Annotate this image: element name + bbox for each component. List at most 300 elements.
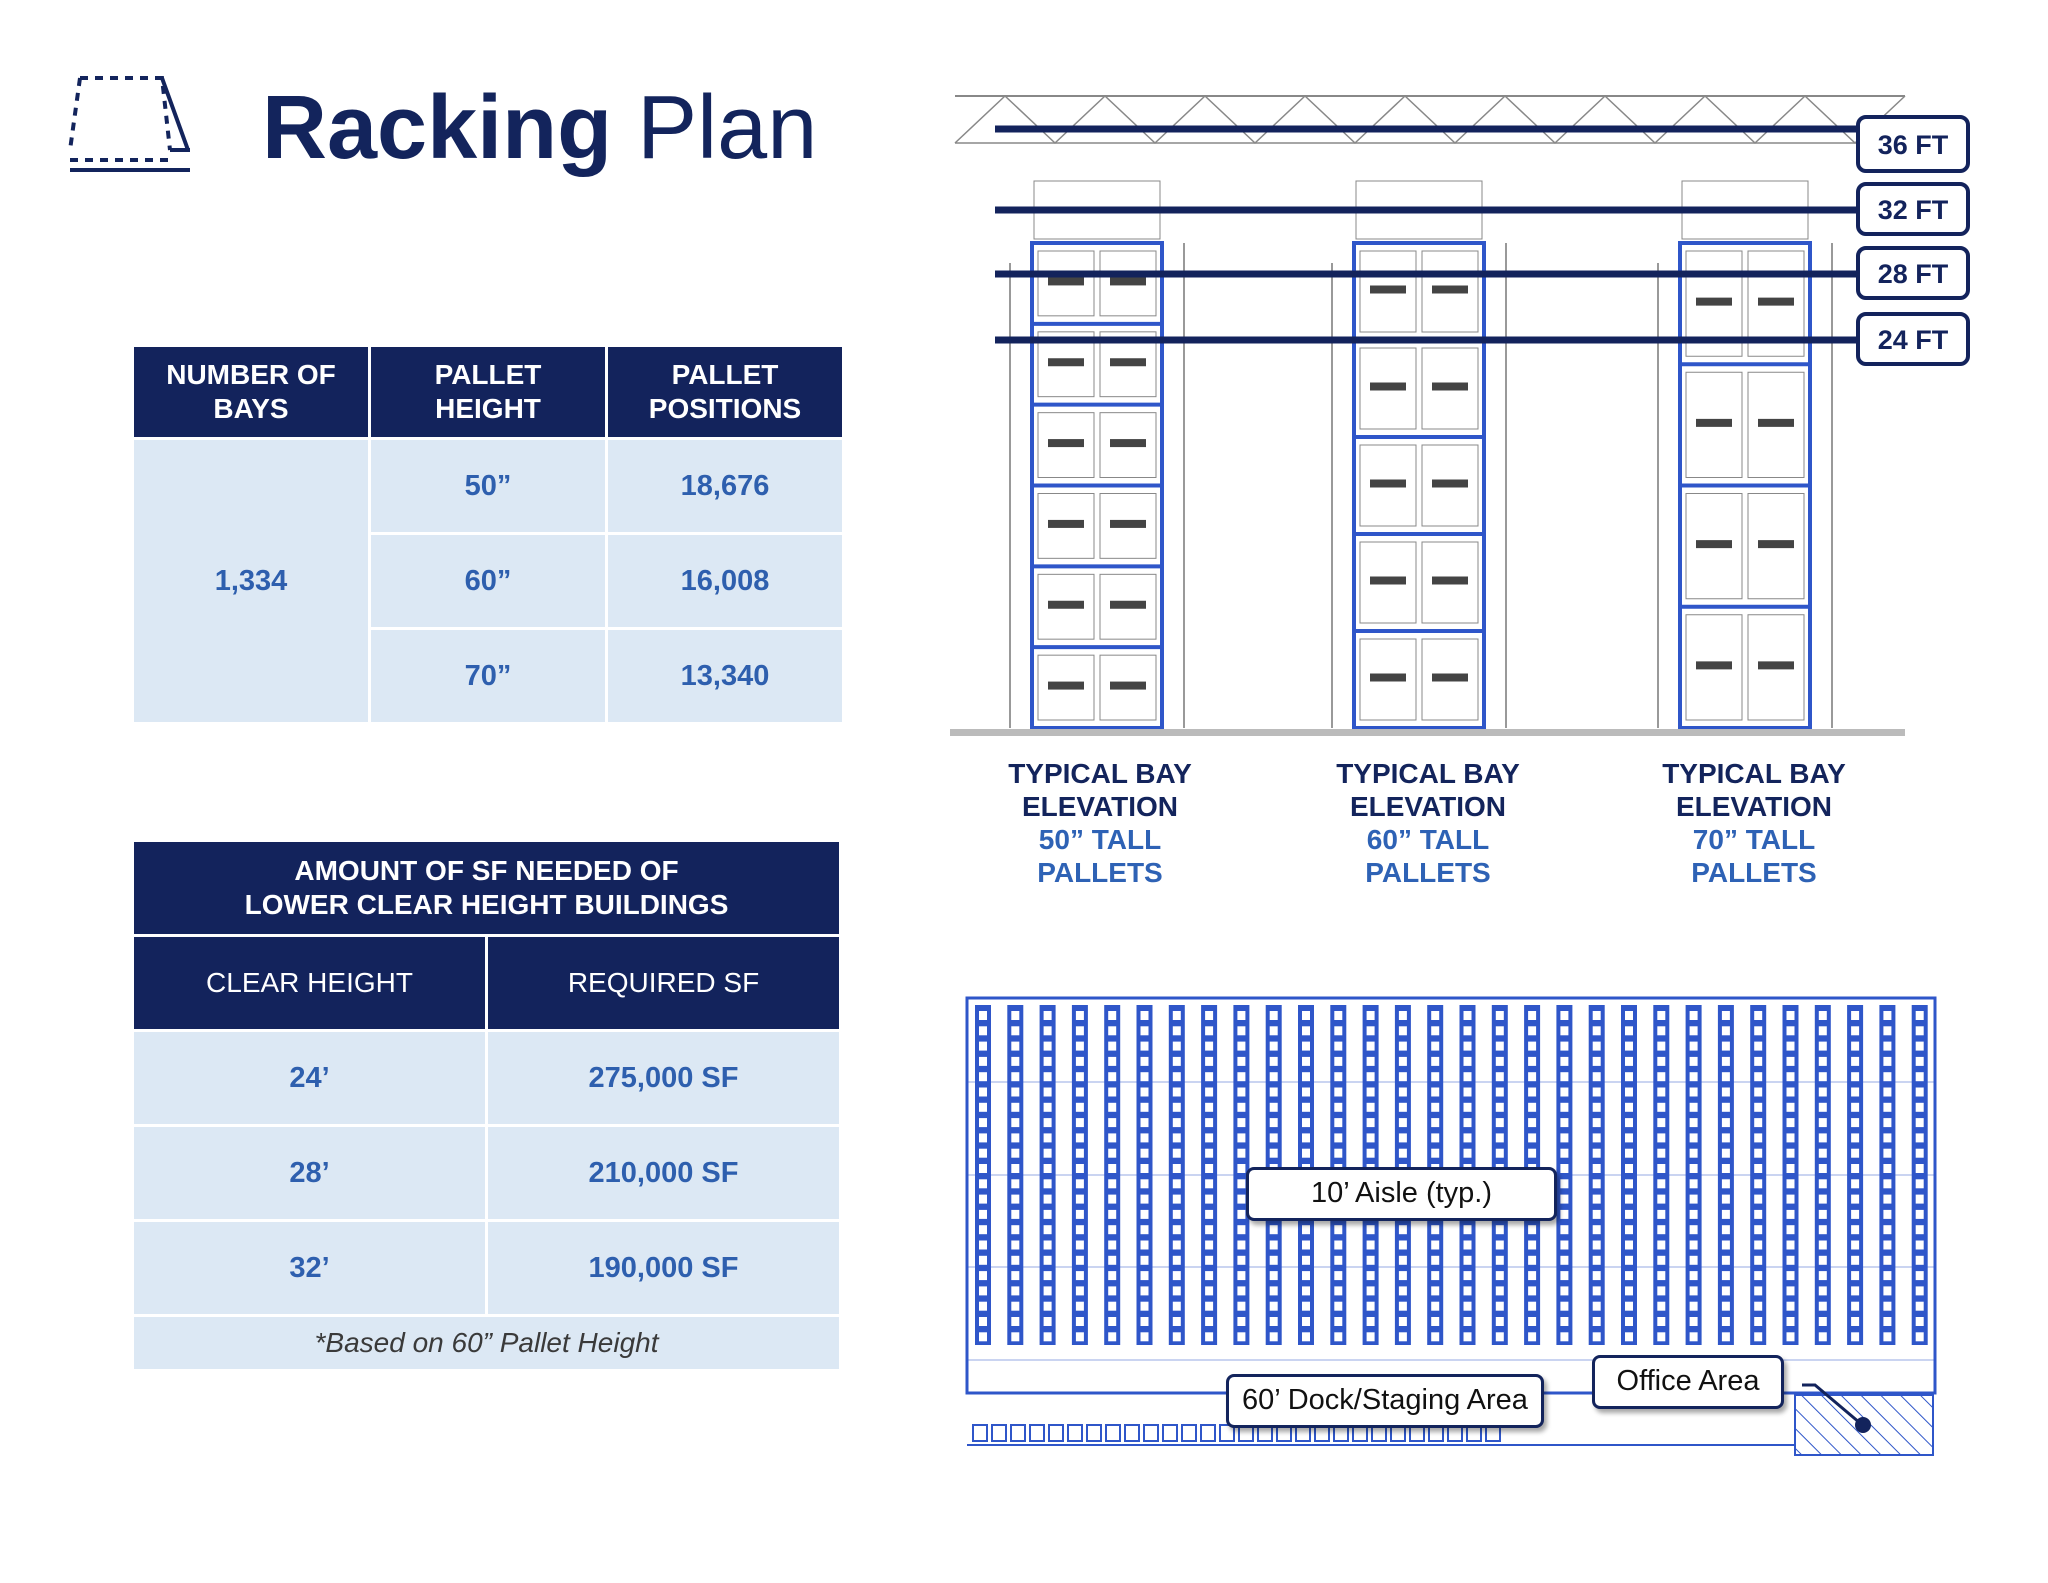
- rack-slot: [1690, 1286, 1698, 1295]
- rack-slot: [1076, 1302, 1084, 1311]
- rack-slot: [1722, 1164, 1730, 1173]
- rack-slot: [1754, 1103, 1762, 1112]
- rack-slot: [1011, 1149, 1019, 1158]
- rack-slot: [1205, 1103, 1213, 1112]
- rack-slot: [1754, 1088, 1762, 1097]
- rack-slot: [1237, 1011, 1245, 1020]
- rack-slot: [1302, 1256, 1310, 1265]
- rack-slot: [1916, 1256, 1924, 1265]
- rack-slot: [1916, 1286, 1924, 1295]
- rack-slot: [1302, 1133, 1310, 1142]
- dock-door: [973, 1425, 987, 1441]
- pallet-label: [1048, 520, 1084, 528]
- rack-slot: [1108, 1011, 1116, 1020]
- rack-slot: [1464, 1241, 1472, 1250]
- rack-slot: [1237, 1057, 1245, 1066]
- pallet-label: [1432, 480, 1468, 488]
- rack-slot: [1657, 1179, 1665, 1188]
- dock-door: [1144, 1425, 1158, 1441]
- rack-slot: [1334, 1256, 1342, 1265]
- rack-slot: [1593, 1286, 1601, 1295]
- rack-slot: [1916, 1302, 1924, 1311]
- rack-slot: [1399, 1118, 1407, 1127]
- rack-slot: [1399, 1332, 1407, 1341]
- rack-slot: [1270, 1133, 1278, 1142]
- dock-door: [992, 1425, 1006, 1441]
- rack-slot: [1270, 1011, 1278, 1020]
- marker-24ft: 24 FT: [1877, 325, 1949, 355]
- rack-slot: [1851, 1179, 1859, 1188]
- rack-slot: [1205, 1271, 1213, 1280]
- rack-slot: [1237, 1103, 1245, 1112]
- rack-slot: [1302, 1286, 1310, 1295]
- rack-slot: [979, 1286, 987, 1295]
- rack-slot: [1044, 1241, 1052, 1250]
- rack-slot: [1076, 1164, 1084, 1173]
- rack-slot: [1044, 1072, 1052, 1081]
- rack-slot: [1367, 1271, 1375, 1280]
- rack-slot: [1044, 1225, 1052, 1234]
- rack-slot: [1657, 1164, 1665, 1173]
- rack-slot: [979, 1118, 987, 1127]
- rack-slot: [1496, 1026, 1504, 1035]
- rack-slot: [1722, 1133, 1730, 1142]
- rack-slot: [1108, 1118, 1116, 1127]
- rack-slot: [1916, 1149, 1924, 1158]
- rack-slot: [1237, 1149, 1245, 1158]
- rack-slot: [1205, 1118, 1213, 1127]
- rack-slot: [1625, 1057, 1633, 1066]
- rack-slot: [1173, 1286, 1181, 1295]
- rack-slot: [1399, 1271, 1407, 1280]
- rack-slot: [979, 1072, 987, 1081]
- rack-slot: [1690, 1179, 1698, 1188]
- rack-slot: [1657, 1118, 1665, 1127]
- rack-slot: [1593, 1057, 1601, 1066]
- rack-slot: [1076, 1149, 1084, 1158]
- dock-door: [1049, 1425, 1063, 1441]
- rack-slot: [1367, 1133, 1375, 1142]
- rack-slot: [1916, 1164, 1924, 1173]
- rack-slot: [1367, 1149, 1375, 1158]
- rack-slot: [979, 1088, 987, 1097]
- rack-slot: [1431, 1241, 1439, 1250]
- rack-slot: [1722, 1317, 1730, 1326]
- rack-slot: [1205, 1195, 1213, 1204]
- rack-slot: [1560, 1042, 1568, 1051]
- pallet-label: [1432, 674, 1468, 682]
- rack-slot: [1464, 1332, 1472, 1341]
- rack-slot: [1787, 1286, 1795, 1295]
- rack-slot: [1593, 1042, 1601, 1051]
- rack-slot: [1076, 1256, 1084, 1265]
- rack-slot: [1657, 1088, 1665, 1097]
- rack-slot: [1754, 1241, 1762, 1250]
- rack-slot: [1754, 1332, 1762, 1341]
- rack-slot: [1302, 1302, 1310, 1311]
- rack-slot: [1883, 1149, 1891, 1158]
- rack-slot: [1625, 1164, 1633, 1173]
- rack-slot: [1754, 1302, 1762, 1311]
- marker-28ft: 28 FT: [1877, 259, 1949, 289]
- rack-slot: [1044, 1057, 1052, 1066]
- pallet-height-cell: 70”: [371, 630, 605, 722]
- rack-slot: [1819, 1271, 1827, 1280]
- rack-slot: [1044, 1042, 1052, 1051]
- rack-slot: [1851, 1057, 1859, 1066]
- rack-slot: [1399, 1042, 1407, 1051]
- rack-slot: [1528, 1133, 1536, 1142]
- clear-height-cell: 28’: [134, 1127, 485, 1219]
- rack-slot: [1883, 1011, 1891, 1020]
- rack-slot: [1173, 1332, 1181, 1341]
- dock-door: [1182, 1425, 1196, 1441]
- pallet-label: [1370, 577, 1406, 585]
- rack-slot: [1496, 1241, 1504, 1250]
- rack-slot: [1367, 1317, 1375, 1326]
- rack-slot: [1625, 1286, 1633, 1295]
- rack-slot: [1399, 1149, 1407, 1158]
- rack-slot: [1722, 1149, 1730, 1158]
- rack-slot: [1722, 1118, 1730, 1127]
- rack-slot: [1141, 1317, 1149, 1326]
- rack-slot: [1141, 1286, 1149, 1295]
- rack-slot: [1883, 1286, 1891, 1295]
- rack-slot: [1141, 1088, 1149, 1097]
- rack-slot: [1916, 1271, 1924, 1280]
- rack-slot: [1464, 1072, 1472, 1081]
- rack-slot: [1560, 1011, 1568, 1020]
- rack-slot: [1560, 1256, 1568, 1265]
- rack-slot: [1237, 1317, 1245, 1326]
- rack-slot: [1851, 1286, 1859, 1295]
- pallet-label: [1370, 383, 1406, 391]
- rack-slot: [1237, 1210, 1245, 1219]
- rack-slot: [1011, 1256, 1019, 1265]
- rack-slot: [1916, 1042, 1924, 1051]
- rack-slot: [1205, 1149, 1213, 1158]
- rack-slot: [1528, 1088, 1536, 1097]
- rack-slot: [1722, 1195, 1730, 1204]
- rack-slot: [1270, 1256, 1278, 1265]
- rack-slot: [1593, 1133, 1601, 1142]
- rack-slot: [1754, 1179, 1762, 1188]
- rack-slot: [1431, 1256, 1439, 1265]
- rack-slot: [1141, 1210, 1149, 1219]
- rack-slot: [1076, 1011, 1084, 1020]
- rack-slot: [1560, 1149, 1568, 1158]
- rack-slot: [1334, 1026, 1342, 1035]
- rack-slot: [1787, 1271, 1795, 1280]
- rack-slot: [1787, 1072, 1795, 1081]
- rack-slot: [1787, 1149, 1795, 1158]
- rack-slot: [1528, 1103, 1536, 1112]
- rack-slot: [1431, 1057, 1439, 1066]
- rack-slot: [1076, 1241, 1084, 1250]
- rack-slot: [1367, 1011, 1375, 1020]
- rack-slot: [1302, 1072, 1310, 1081]
- pallet-label: [1048, 358, 1084, 366]
- rack-slot: [1754, 1042, 1762, 1051]
- rack-slot: [979, 1332, 987, 1341]
- rack-slot: [1205, 1210, 1213, 1219]
- rack-slot: [1690, 1133, 1698, 1142]
- rack-slot: [1141, 1332, 1149, 1341]
- rack-slot: [1496, 1118, 1504, 1127]
- rack-slot: [1367, 1118, 1375, 1127]
- rack-slot: [1819, 1179, 1827, 1188]
- required-sf-cell: 275,000 SF: [488, 1032, 839, 1124]
- rack-slot: [1722, 1271, 1730, 1280]
- rack-slot: [1431, 1149, 1439, 1158]
- rack-slot: [979, 1225, 987, 1234]
- rack-slot: [1883, 1026, 1891, 1035]
- rack-slot: [1916, 1103, 1924, 1112]
- rack-slot: [1690, 1195, 1698, 1204]
- rack-slot: [1625, 1026, 1633, 1035]
- pallet-label: [1370, 286, 1406, 294]
- height-markers: [1858, 117, 1968, 364]
- rack-slot: [1334, 1088, 1342, 1097]
- rack-slot: [1205, 1256, 1213, 1265]
- rack-slot: [1496, 1072, 1504, 1081]
- ground-line: [950, 729, 1905, 736]
- rack-slot: [1754, 1133, 1762, 1142]
- rack-slot: [1496, 1225, 1504, 1234]
- rack-slot: [1657, 1241, 1665, 1250]
- rack-slot: [1819, 1317, 1827, 1326]
- rack-slot: [1141, 1103, 1149, 1112]
- rack-slot: [1883, 1302, 1891, 1311]
- rack-slot: [1270, 1057, 1278, 1066]
- rack-slot: [1593, 1195, 1601, 1204]
- rack-slot: [1011, 1026, 1019, 1035]
- rack-slot: [1528, 1149, 1536, 1158]
- rack-slot: [1237, 1072, 1245, 1081]
- rack-slot: [1496, 1088, 1504, 1097]
- rack-slot: [1011, 1195, 1019, 1204]
- rack-slot: [1496, 1042, 1504, 1051]
- required-sf-table: [131, 839, 842, 1372]
- office-area-hatch: [1795, 1385, 1933, 1455]
- rack-slot: [1916, 1057, 1924, 1066]
- rack-slot: [1657, 1210, 1665, 1219]
- rack-slot: [1657, 1256, 1665, 1265]
- pallet-label: [1110, 520, 1146, 528]
- rack-slot: [1560, 1179, 1568, 1188]
- rack-slot: [1625, 1195, 1633, 1204]
- rack-slot: [1399, 1241, 1407, 1250]
- rack-slot: [1173, 1057, 1181, 1066]
- rack-slot: [1916, 1241, 1924, 1250]
- rack-slot: [1593, 1271, 1601, 1280]
- rack-slot: [1108, 1057, 1116, 1066]
- rack-slot: [1173, 1026, 1181, 1035]
- rack-slot: [1141, 1271, 1149, 1280]
- rack-slot: [1819, 1332, 1827, 1341]
- rack-slot: [1593, 1149, 1601, 1158]
- rack-slot: [1399, 1302, 1407, 1311]
- rack-slot: [1431, 1133, 1439, 1142]
- rack-slot: [1722, 1011, 1730, 1020]
- rack-slot: [1593, 1088, 1601, 1097]
- rack-slot: [1851, 1195, 1859, 1204]
- pallet-positions-cell: 18,676: [608, 440, 842, 532]
- rack-slot: [1237, 1042, 1245, 1051]
- rack-slot: [1883, 1332, 1891, 1341]
- table-row: [134, 440, 842, 532]
- rack-slot: [1076, 1286, 1084, 1295]
- rack-slot: [1625, 1072, 1633, 1081]
- rack-slot: [1528, 1271, 1536, 1280]
- rack-slot: [1270, 1149, 1278, 1158]
- rack-slot: [1205, 1072, 1213, 1081]
- rack-slot: [1173, 1317, 1181, 1326]
- rack-slot: [1399, 1011, 1407, 1020]
- rack-slot: [1787, 1332, 1795, 1341]
- rack-slot: [1237, 1225, 1245, 1234]
- rack-slot: [1625, 1317, 1633, 1326]
- rack-slot: [1108, 1149, 1116, 1158]
- rack-slot: [979, 1164, 987, 1173]
- rack-slot: [1076, 1179, 1084, 1188]
- rack-slot: [1819, 1302, 1827, 1311]
- rack-slot: [1173, 1225, 1181, 1234]
- rack-slot: [1560, 1302, 1568, 1311]
- rack-slot: [1173, 1210, 1181, 1219]
- pallet-positions-cell: 13,340: [608, 630, 842, 722]
- rack-slot: [1754, 1210, 1762, 1219]
- rack-slot: [1464, 1225, 1472, 1234]
- rack-slot: [1819, 1164, 1827, 1173]
- rack-slot: [1173, 1149, 1181, 1158]
- rack-slot: [1787, 1103, 1795, 1112]
- rack-slot: [1173, 1164, 1181, 1173]
- rack-slot: [1108, 1103, 1116, 1112]
- rack-slot: [1690, 1072, 1698, 1081]
- rack-slot: [1205, 1133, 1213, 1142]
- rack-slot: [1011, 1133, 1019, 1142]
- rack-slot: [1851, 1164, 1859, 1173]
- rack-slot: [1011, 1225, 1019, 1234]
- rack-slot: [1367, 1026, 1375, 1035]
- rack-slot: [1270, 1225, 1278, 1234]
- table-row: [134, 1127, 839, 1219]
- rack-slot: [1851, 1256, 1859, 1265]
- pallet-label: [1110, 682, 1146, 690]
- rack-slot: [1787, 1118, 1795, 1127]
- rack-slot: [1431, 1302, 1439, 1311]
- rack-slot: [1011, 1179, 1019, 1188]
- rack-slot: [1237, 1332, 1245, 1341]
- rack-slot: [1787, 1179, 1795, 1188]
- rack-slot: [1819, 1088, 1827, 1097]
- rack-slot: [979, 1210, 987, 1219]
- pallet-label: [1758, 661, 1794, 669]
- rack-slot: [1302, 1103, 1310, 1112]
- rack-slot: [1464, 1317, 1472, 1326]
- rack-slot: [1722, 1256, 1730, 1265]
- rack-slot: [1722, 1241, 1730, 1250]
- rack-slot: [1464, 1088, 1472, 1097]
- pallet-label: [1048, 682, 1084, 690]
- rack-slot: [1108, 1286, 1116, 1295]
- rack-slot: [1367, 1072, 1375, 1081]
- rack-slot: [1367, 1332, 1375, 1341]
- rack-slot: [1334, 1286, 1342, 1295]
- dock-door: [1125, 1425, 1139, 1441]
- rack-slot: [1690, 1011, 1698, 1020]
- rack-slot: [1690, 1149, 1698, 1158]
- rack-slot: [1819, 1256, 1827, 1265]
- rack-slot: [1367, 1042, 1375, 1051]
- rack-slot: [1787, 1133, 1795, 1142]
- rack-slot: [1076, 1072, 1084, 1081]
- rack-slot: [1011, 1271, 1019, 1280]
- rack-slot: [1496, 1286, 1504, 1295]
- rack-slot: [1076, 1118, 1084, 1127]
- rack-slot: [1302, 1317, 1310, 1326]
- rack-slot: [1044, 1026, 1052, 1035]
- rack-slot: [1851, 1149, 1859, 1158]
- rack-slot: [1431, 1042, 1439, 1051]
- rack-slot: [1916, 1195, 1924, 1204]
- rack-slot: [1690, 1210, 1698, 1219]
- rack-slot: [1270, 1302, 1278, 1311]
- rack-slot: [1528, 1286, 1536, 1295]
- rack-slot: [1431, 1026, 1439, 1035]
- rack-slot: [1819, 1072, 1827, 1081]
- rack-slot: [1883, 1241, 1891, 1250]
- rack-slot: [1657, 1133, 1665, 1142]
- rack-slot: [1173, 1241, 1181, 1250]
- rack-slot: [1560, 1286, 1568, 1295]
- caption-70-inch: TYPICAL BAY ELEVATION 70” TALL PALLETS: [1662, 758, 1846, 888]
- rack-slot: [1560, 1317, 1568, 1326]
- rack-slot: [1399, 1072, 1407, 1081]
- rack-slot: [1787, 1256, 1795, 1265]
- rack-slot: [1593, 1179, 1601, 1188]
- rack-slot: [1560, 1332, 1568, 1341]
- rack-slot: [1883, 1210, 1891, 1219]
- rack-slot: [1270, 1103, 1278, 1112]
- rack-slot: [1464, 1057, 1472, 1066]
- rack-slot: [979, 1195, 987, 1204]
- rack-slot: [1754, 1011, 1762, 1020]
- rack-slot: [1690, 1256, 1698, 1265]
- caption-60-inch: TYPICAL BAY ELEVATION 60” TALL PALLETS: [1336, 758, 1520, 888]
- rack-slot: [1496, 1332, 1504, 1341]
- rack-slot: [1108, 1271, 1116, 1280]
- rack-slot: [1819, 1286, 1827, 1295]
- rack-slot: [1754, 1057, 1762, 1066]
- pallet-label: [1696, 298, 1732, 306]
- rack-slot: [1205, 1332, 1213, 1341]
- rack-slot: [1076, 1026, 1084, 1035]
- rack-slot: [1496, 1271, 1504, 1280]
- rack-slot: [1496, 1256, 1504, 1265]
- rack-slot: [1883, 1179, 1891, 1188]
- rack-slot: [1141, 1195, 1149, 1204]
- rack-slot: [1431, 1225, 1439, 1234]
- rack-slot: [1593, 1072, 1601, 1081]
- rack-slot: [1883, 1195, 1891, 1204]
- title-bold: Racking: [262, 78, 613, 178]
- pallet-label: [1048, 439, 1084, 447]
- rack-slot: [1819, 1103, 1827, 1112]
- rack-slot: [1787, 1225, 1795, 1234]
- rack-slot: [1528, 1118, 1536, 1127]
